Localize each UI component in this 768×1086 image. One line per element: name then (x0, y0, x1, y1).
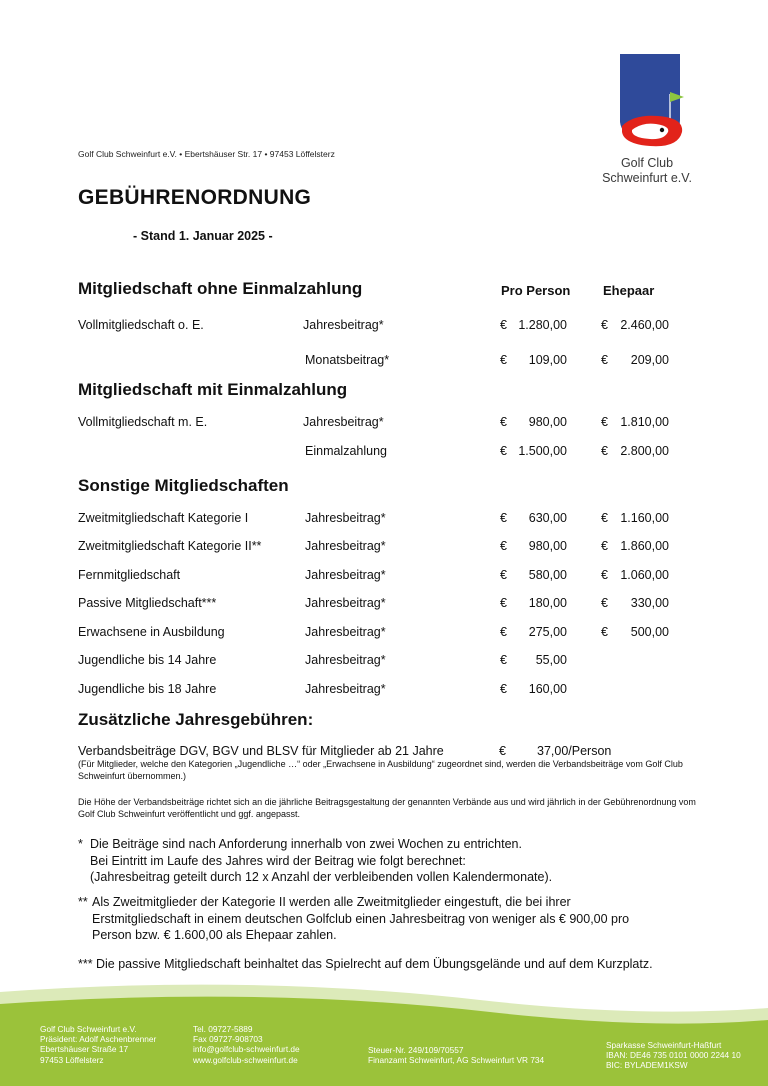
currency-symbol: € (500, 353, 507, 367)
currency-symbol: € (500, 653, 507, 667)
document-date: - Stand 1. Januar 2025 - (133, 229, 273, 243)
association-fee-info: Die Höhe der Verbandsbeiträge richtet sich an die jährliche Beitragsgestaltung der genannten Verbände aus und wird jährlich in der Gebührenordnung vom Golf Club Schweinfurt veröffentlicht und ggf. angepasst. (78, 797, 696, 819)
fee-row-type: Jahresbeitrag* (303, 415, 384, 429)
fee-per-person: 1.500,00 (518, 444, 567, 458)
footer-line: IBAN: DE46 735 0101 0000 2244 10 (606, 1050, 741, 1061)
footnote-marker: * (78, 837, 83, 851)
fee-row-type: Monatsbeitrag* (305, 353, 390, 367)
fee-per-person: 275,00 (528, 625, 567, 639)
section-heading: Mitgliedschaft mit Einmalzahlung (78, 380, 348, 399)
fee-per-person: 580,00 (528, 568, 567, 582)
fee-per-person: 980,00 (528, 539, 567, 553)
sender-address-line: Golf Club Schweinfurt e.V. • Ebertshäuser Str. 17 • 97453 Löffelsterz (78, 149, 335, 159)
fee-row-label: Erwachsene in Ausbildung (78, 625, 225, 639)
section-heading: Mitgliedschaft ohne Einmalzahlung (78, 279, 363, 298)
currency-symbol: € (601, 596, 608, 610)
footnote-payment-line-3: (Jahresbeitrag geteilt durch 12 x Anzahl der verbleibenden vollen Kalendermonate). (90, 870, 553, 884)
fee-row-type: Jahresbeitrag* (305, 682, 386, 696)
document-title: GEBÜHRENORDNUNG (78, 186, 312, 209)
fee-row-type: Jahresbeitrag* (305, 539, 386, 553)
currency-symbol: € (601, 568, 608, 582)
logo-text-line-2: Schweinfurt e.V. (602, 171, 692, 185)
fee-couple: 2.800,00 (620, 444, 669, 458)
fee-row-type: Jahresbeitrag* (305, 653, 386, 667)
footer-line: Steuer-Nr. 249/109/70557 (368, 1045, 464, 1055)
section-heading-extra-fees: Zusätzliche Jahresgebühren: (78, 710, 314, 729)
footnote-payment (90, 836, 690, 886)
currency-symbol: € (500, 415, 507, 429)
currency-symbol: € (601, 318, 608, 332)
currency-symbol: € (500, 682, 507, 696)
fee-row-label: Passive Mitgliedschaft*** (78, 596, 217, 610)
currency-symbol: € (500, 318, 507, 332)
footnote-second-membership: Als Zweitmitglieder der Kategorie II werden alle Zweitmitglieder eingestuft, die bei ihrer Erstmitgliedschaft in einem deutschen Golfclub einen Jahresbeitrag von weniger als € 900,00 pro Person bzw. € 1.600,00 als Ehepaar zahlen. (92, 895, 630, 942)
column-header-per-person: Pro Person (501, 283, 571, 298)
footer-contact (193, 1024, 300, 1065)
golf-club-logo (604, 52, 686, 152)
footer-line: BIC: BYLADEM1KSW (606, 1060, 688, 1071)
column-header-couple: Ehepaar (603, 283, 655, 298)
fee-couple: 500,00 (630, 625, 669, 639)
fee-couple: 209,00 (630, 353, 669, 367)
footer-bank-info (606, 1040, 741, 1071)
fee-couple: 1.860,00 (620, 539, 669, 553)
currency-symbol: € (500, 539, 507, 553)
fee-couple: 1.810,00 (620, 415, 669, 429)
footer-line: Sparkasse Schweinfurt-Haßfurt (606, 1040, 722, 1050)
currency-symbol: € (500, 625, 507, 639)
fee-row-type: Einmalzahlung (305, 444, 387, 458)
association-fee-amount: 37,00/Person (537, 744, 612, 758)
footer-website-link[interactable]: www.golfclub-schweinfurt.de (193, 1054, 298, 1065)
fee-row-type: Jahresbeitrag* (305, 625, 386, 639)
footer-line: Finanzamt Schweinfurt, AG Schweinfurt VR 734 (368, 1055, 545, 1066)
footer-line: Ebertshäuser Straße 17 (40, 1044, 129, 1055)
currency-symbol: € (500, 596, 507, 610)
fee-row-label: Jugendliche bis 14 Jahre (78, 653, 217, 667)
currency-symbol: € (500, 568, 507, 582)
currency-symbol: € (601, 625, 608, 639)
currency-symbol: € (601, 353, 608, 367)
fee-row-type: Jahresbeitrag* (305, 596, 386, 610)
fee-row-label: Fernmitgliedschaft (78, 568, 181, 582)
currency-symbol: € (601, 539, 608, 553)
fee-row-type: Jahresbeitrag* (305, 568, 386, 582)
fee-per-person: 1.280,00 (518, 318, 567, 332)
footer-line: Golf Club Schweinfurt e.V. (40, 1024, 137, 1034)
association-fee-label: Verbandsbeiträge DGV, BGV und BLSV für Mitglieder ab 21 Jahre (78, 744, 444, 758)
footnote-marker: *** (78, 957, 93, 971)
logo-text-line-1: Golf Club (620, 156, 674, 170)
footnote-passive-membership: Die passive Mitgliedschaft beinhaltet das Spielrecht auf dem Übungsgelände und auf dem Kurzplatz. (96, 957, 653, 971)
logo-wordmark (598, 156, 696, 186)
currency-symbol: € (601, 415, 608, 429)
currency-symbol: € (499, 744, 506, 758)
fee-per-person: 630,00 (528, 511, 567, 525)
footer-line: Tel. 09727-5889 (193, 1024, 253, 1034)
fee-per-person: 109,00 (528, 353, 567, 367)
fee-row-label: Zweitmitgliedschaft Kategorie I (78, 511, 249, 525)
fee-row-label: Vollmitgliedschaft o. E. (78, 318, 204, 332)
fee-row-label: Jugendliche bis 18 Jahre (78, 682, 217, 696)
footer-line: Fax 09727-908703 (193, 1034, 263, 1045)
currency-symbol: € (601, 511, 608, 525)
footer-tax-info (368, 1045, 544, 1065)
footnote-payment-line-1: Die Beiträge sind nach Anforderung innerhalb von zwei Wochen zu entrichten. (90, 837, 522, 851)
fee-per-person: 180,00 (528, 596, 567, 610)
fee-row-label: Vollmitgliedschaft m. E. (78, 415, 208, 429)
fee-per-person: 160,00 (528, 682, 567, 696)
fee-couple: 2.460,00 (620, 318, 669, 332)
section-heading: Sonstige Mitgliedschaften (78, 476, 289, 495)
fee-per-person: 980,00 (528, 415, 567, 429)
association-fee-note: (Für Mitglieder, welche den Kategorien „Jugendliche …“ oder „Erwachsene in Ausbildung“ zugeordnet sind, werden die Verbandsbeiträge vom Golf Club Schweinfurt übernommen.) (78, 759, 683, 781)
footer-line: 97453 Löffelsterz (40, 1054, 104, 1065)
footnote-payment-line-2: Bei Eintritt im Laufe des Jahres wird der Beitrag wie folgt berechnet: (90, 853, 466, 868)
currency-symbol: € (601, 444, 608, 458)
fee-per-person: 55,00 (535, 653, 567, 667)
footer-email-link[interactable]: info@golfclub-schweinfurt.de (193, 1044, 300, 1055)
fee-couple: 1.160,00 (620, 511, 669, 525)
currency-symbol: € (500, 511, 507, 525)
footer-club-address (40, 1024, 156, 1065)
currency-symbol: € (500, 444, 507, 458)
fee-row-type: Jahresbeitrag* (305, 511, 386, 525)
footer-line: Präsident: Adolf Aschenbrenner (40, 1034, 157, 1045)
fee-row-label: Zweitmitgliedschaft Kategorie II** (78, 539, 262, 553)
fee-couple: 330,00 (630, 596, 669, 610)
fee-couple: 1.060,00 (620, 568, 669, 582)
footnote-marker: ** (78, 895, 88, 909)
fee-row-type: Jahresbeitrag* (303, 318, 384, 332)
